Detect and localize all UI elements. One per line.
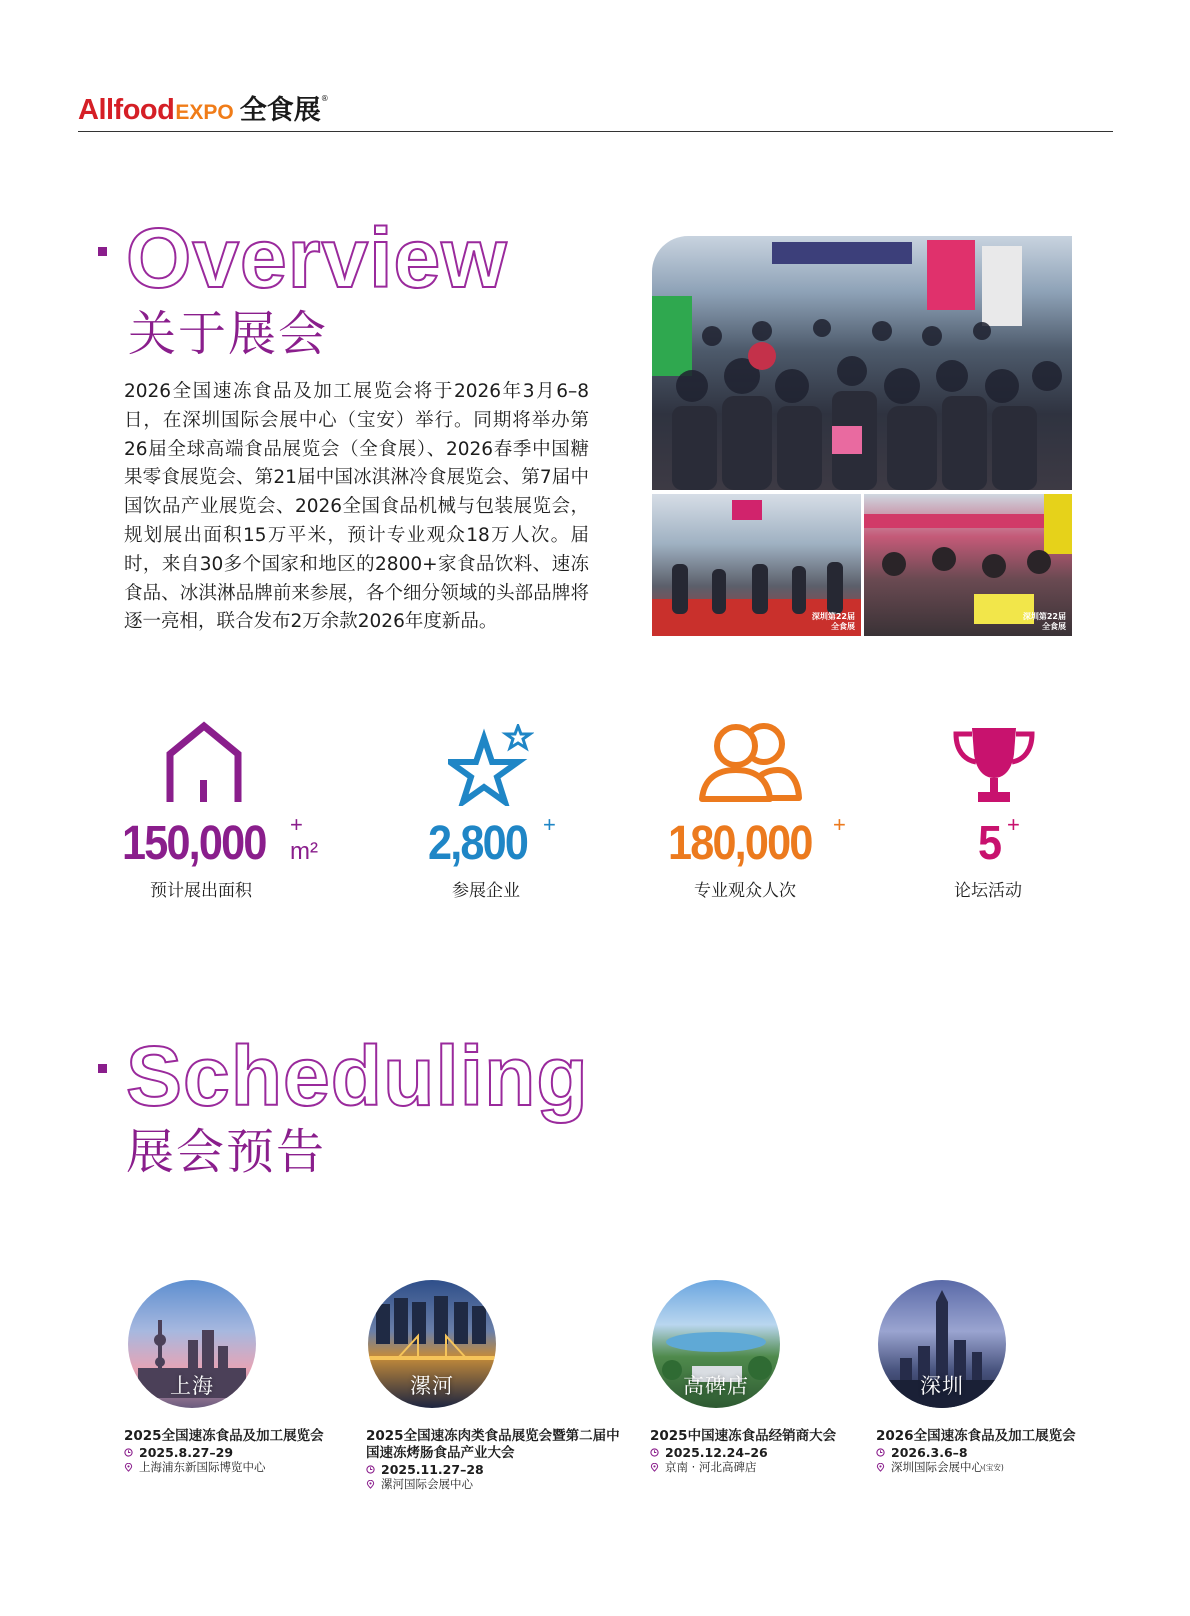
logo-allfood: Allfood — [78, 94, 175, 126]
event-city: 高碑店 — [683, 1374, 749, 1398]
section-bullet — [98, 1064, 107, 1073]
event-title: 2025中国速冻食品经销商大会 — [650, 1428, 837, 1444]
event-city: 漯河 — [410, 1374, 454, 1398]
event-city: 上海 — [170, 1374, 214, 1398]
event-venue: 上海浦东新国际博览中心 — [124, 1460, 354, 1475]
photo-tag: 深圳第22届 全食展 — [811, 612, 855, 631]
header-rule — [78, 131, 1113, 132]
logo-registered: ® — [320, 94, 329, 103]
scheduling-title-cn: 展会预告 — [126, 1124, 327, 1180]
people-icon — [698, 722, 802, 802]
stat-forums-label: 论坛活动 — [954, 881, 1022, 901]
trophy-icon — [952, 724, 1036, 806]
event-gaobeidian — [650, 1428, 870, 1475]
clock-icon — [124, 1448, 133, 1457]
stat-forums-plus: + — [1007, 812, 1020, 837]
event-luohe — [366, 1428, 628, 1492]
section-bullet — [98, 247, 107, 256]
stat-area-plus: + — [290, 812, 303, 837]
event-date: 2025.11.27–28 — [366, 1462, 628, 1477]
stat-exhibitors-number: 2,800 — [428, 817, 528, 870]
stat-visitors-number: 180,000 — [668, 817, 812, 870]
clock-icon — [650, 1448, 659, 1457]
stat-area-label: 预计展出面积 — [150, 881, 252, 901]
event-image-shanghai — [128, 1280, 256, 1408]
overview-title-cn: 关于展会 — [128, 306, 329, 362]
overview-title-en: Overview — [126, 211, 508, 305]
location-pin-icon — [876, 1463, 885, 1472]
event-city: 深圳 — [920, 1374, 964, 1398]
photo-tag: 深圳第22届 全食展 — [1022, 612, 1066, 631]
stat-exhibitors-plus: + — [543, 812, 556, 837]
stat-visitors-plus: + — [833, 812, 846, 837]
stat-visitors-label: 专业观众人次 — [694, 881, 796, 901]
event-venue: 京南 · 河北高碑店 — [650, 1460, 870, 1475]
event-image-luohe — [368, 1280, 496, 1408]
clock-icon — [366, 1465, 375, 1474]
stat-area-number: 150,000 — [122, 817, 266, 870]
event-shanghai — [124, 1428, 354, 1475]
scheduling-title-en: Scheduling — [126, 1029, 589, 1123]
event-title: 2026全国速冻食品及加工展览会 — [876, 1428, 1076, 1444]
event-date: 2025.12.24–26 — [650, 1445, 870, 1460]
star-icon — [448, 724, 534, 806]
event-venue: 漯河国际会展中心 — [366, 1477, 628, 1492]
brand-logo — [78, 88, 329, 124]
event-image-gaobeidian — [652, 1280, 780, 1408]
event-title: 2025全国速冻肉类食品展览会暨第二届中国速冻烤肠食品产业大会 — [366, 1428, 620, 1461]
crowd-illustration — [652, 236, 1072, 490]
event-shenzhen — [876, 1428, 1112, 1475]
event-date: 2026.3.6–8 — [876, 1445, 1112, 1460]
overview-body: 2026全国速冻食品及加工展览会将于2026年3月6–8日，在深圳国际会展中心（宝安）举行。同期将举办第26届全球高端食品展览会（全食展）、2026春季中国糖果零食展览会、第21届中国冰淇淋冷食展览会、第7届中国饮品产业展览会、2026全国食品机械与包装展览会，规划展出面积15万平米，预计专业观众18万人次。届时，来自30多个国家和地区的2800+家食品饮料、速冻食品、冰淇淋品牌前来参展，各个细分领域的头部品牌将逐一亮相，联合发布2万余款2026年度新品。 — [124, 381, 589, 633]
expo-crowd-photo — [652, 236, 1072, 490]
venue-note: (宝安) — [983, 1463, 1004, 1472]
location-pin-icon — [124, 1463, 133, 1472]
expo-hall-photo — [652, 494, 861, 636]
event-image-shenzhen — [878, 1280, 1006, 1408]
expo-booth-photo — [864, 494, 1072, 636]
stat-exhibitors-label: 参展企业 — [452, 881, 520, 901]
logo-expo: EXPO — [175, 101, 234, 124]
event-title: 2025全国速冻食品及加工展览会 — [124, 1428, 324, 1444]
location-pin-icon — [366, 1480, 375, 1489]
stat-forums-number: 5 — [978, 817, 1001, 870]
event-venue: 深圳国际会展中心 (宝安) — [876, 1460, 1112, 1475]
logo-cn: 全食展 — [239, 95, 321, 126]
location-pin-icon — [650, 1463, 659, 1472]
event-date: 2025.8.27–29 — [124, 1445, 354, 1460]
house-icon — [164, 720, 244, 804]
stat-area-unit: m² — [290, 838, 318, 865]
clock-icon — [876, 1448, 885, 1457]
